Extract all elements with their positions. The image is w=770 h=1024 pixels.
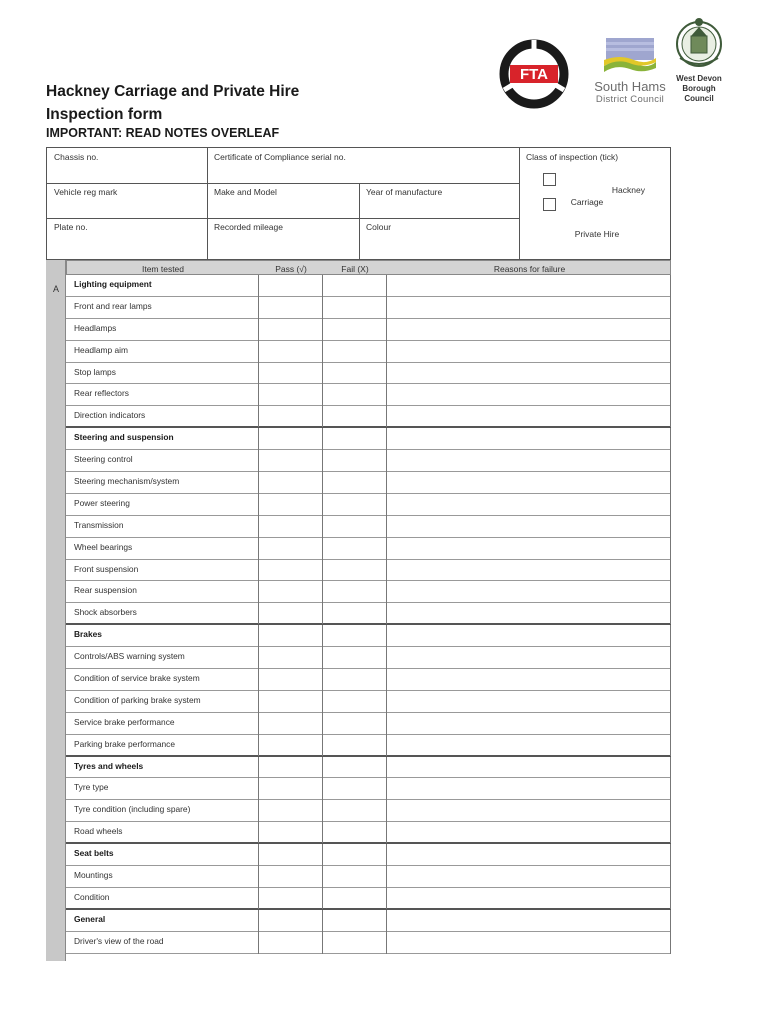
pass-cell[interactable] xyxy=(258,888,322,909)
table-row xyxy=(66,866,671,888)
make-model-label: Make and Model xyxy=(214,187,277,197)
reasons-cell[interactable] xyxy=(386,297,671,319)
item-label: Lighting equipment xyxy=(74,279,152,289)
class-label: Class of inspection (tick) xyxy=(526,152,619,162)
item-label: Direction indicators xyxy=(74,410,146,421)
fail-cell[interactable] xyxy=(322,778,386,800)
pass-cell[interactable] xyxy=(258,778,322,800)
plate-field[interactable] xyxy=(47,218,95,236)
reasons-cell[interactable] xyxy=(386,713,671,735)
fail-cell[interactable] xyxy=(322,319,386,341)
table-row xyxy=(66,581,671,603)
hackney-label-2: Carriage xyxy=(570,197,604,207)
item-label: Wheel bearings xyxy=(74,541,133,552)
certificate-label: Certificate of Compliance serial no. xyxy=(214,152,346,162)
south-hams-emblem-icon xyxy=(590,36,670,78)
fail-cell[interactable] xyxy=(322,341,386,363)
reasons-cell[interactable] xyxy=(386,363,671,385)
reasons-cell[interactable] xyxy=(386,319,671,341)
item-label: Mountings xyxy=(74,870,113,881)
pass-cell[interactable] xyxy=(258,319,322,341)
reasons-cell[interactable] xyxy=(386,757,671,779)
make-model-field[interactable] xyxy=(207,183,284,201)
reasons-cell[interactable] xyxy=(386,866,671,888)
reasons-cell[interactable] xyxy=(386,910,671,932)
west-devon-line-3: Council xyxy=(684,94,714,103)
table-row xyxy=(66,406,671,428)
pass-cell[interactable] xyxy=(258,494,322,516)
reasons-cell[interactable] xyxy=(386,472,671,494)
item-label: Front and rear lamps xyxy=(74,300,152,311)
col-pass: Pass (√) xyxy=(275,264,307,274)
fail-cell[interactable] xyxy=(322,888,386,909)
table-row xyxy=(66,822,671,844)
item-label: Condition xyxy=(74,891,110,902)
fail-cell[interactable] xyxy=(322,910,386,932)
table-row xyxy=(66,450,671,472)
pass-cell[interactable] xyxy=(258,932,322,954)
table-row xyxy=(66,888,671,910)
item-label: Parking brake performance xyxy=(74,738,176,749)
fail-cell[interactable] xyxy=(322,603,386,624)
table-row xyxy=(66,538,671,560)
reasons-cell[interactable] xyxy=(386,800,671,822)
item-label: Rear reflectors xyxy=(74,388,129,399)
fail-cell[interactable] xyxy=(322,669,386,691)
pass-cell[interactable] xyxy=(258,384,322,406)
fta-logo-icon xyxy=(498,38,570,110)
pass-cell[interactable] xyxy=(258,538,322,560)
pass-cell[interactable] xyxy=(258,581,322,603)
pass-cell[interactable] xyxy=(258,713,322,735)
reasons-cell[interactable] xyxy=(386,778,671,800)
table-header xyxy=(66,260,671,275)
item-label: Headlamp aim xyxy=(74,344,128,355)
item-label: Condition of service brake system xyxy=(74,673,200,684)
chassis-field[interactable] xyxy=(47,148,105,166)
pass-cell[interactable] xyxy=(258,406,322,427)
mileage-label: Recorded mileage xyxy=(214,222,283,232)
item-label: Power steering xyxy=(74,497,130,508)
reasons-cell[interactable] xyxy=(386,538,671,560)
table-row xyxy=(66,560,671,582)
chassis-label: Chassis no. xyxy=(54,152,99,162)
pass-cell[interactable] xyxy=(258,472,322,494)
item-label: Tyres and wheels xyxy=(74,760,144,771)
pass-cell[interactable] xyxy=(258,341,322,363)
fail-cell[interactable] xyxy=(322,275,386,297)
form-title xyxy=(46,80,299,126)
pass-cell[interactable] xyxy=(258,450,322,472)
fail-cell[interactable] xyxy=(322,822,386,843)
fail-cell[interactable] xyxy=(322,691,386,713)
fail-cell[interactable] xyxy=(322,494,386,516)
item-label: Service brake performance xyxy=(74,716,175,727)
fail-cell[interactable] xyxy=(322,800,386,822)
fail-cell[interactable] xyxy=(322,428,386,450)
pass-cell[interactable] xyxy=(258,297,322,319)
fail-cell[interactable] xyxy=(322,406,386,427)
section-header-row xyxy=(66,275,671,297)
pass-cell[interactable] xyxy=(258,669,322,691)
west-devon-crest-icon xyxy=(670,14,728,72)
south-hams-name: South Hams xyxy=(594,79,666,94)
reasons-cell[interactable] xyxy=(386,844,671,866)
reasons-cell[interactable] xyxy=(386,669,671,691)
class-field xyxy=(519,148,625,166)
col-fail: Fail (X) xyxy=(341,264,369,274)
table-row xyxy=(66,691,671,713)
fail-cell[interactable] xyxy=(322,560,386,582)
year-field[interactable] xyxy=(359,183,449,201)
table-row xyxy=(66,800,671,822)
reasons-cell[interactable] xyxy=(386,647,671,669)
pass-cell[interactable] xyxy=(258,844,322,866)
fta-logo xyxy=(498,38,570,110)
table-row xyxy=(66,713,671,735)
item-label: Steering control xyxy=(74,454,133,465)
pass-cell[interactable] xyxy=(258,275,322,297)
private-hire-option xyxy=(552,228,642,240)
private-hire-checkbox[interactable] xyxy=(543,198,556,211)
certificate-field[interactable] xyxy=(207,148,353,166)
item-label: Transmission xyxy=(74,519,124,530)
fail-cell[interactable] xyxy=(322,384,386,406)
fail-cell[interactable] xyxy=(322,866,386,888)
colour-field[interactable] xyxy=(359,218,398,236)
reasons-cell[interactable] xyxy=(386,275,671,297)
section-header-row xyxy=(66,844,671,866)
table-row xyxy=(66,472,671,494)
item-label: Brakes xyxy=(74,629,102,640)
col-item-tested: Item tested xyxy=(141,264,185,274)
table-row xyxy=(66,778,671,800)
inspection-table xyxy=(46,260,671,961)
title-line-2: Inspection form xyxy=(46,106,163,123)
fail-cell[interactable] xyxy=(322,516,386,538)
pass-cell[interactable] xyxy=(258,603,322,624)
table-row xyxy=(66,932,671,954)
table-row xyxy=(66,384,671,406)
plate-label: Plate no. xyxy=(54,222,88,232)
fail-cell[interactable] xyxy=(322,757,386,779)
pass-cell[interactable] xyxy=(258,822,322,843)
item-label: Road wheels xyxy=(74,826,123,837)
fail-cell[interactable] xyxy=(322,472,386,494)
hackney-option-2 xyxy=(562,196,612,208)
reasons-cell[interactable] xyxy=(386,603,671,624)
pass-cell[interactable] xyxy=(258,560,322,582)
item-label: Shock absorbers xyxy=(74,607,137,618)
item-label: Rear suspension xyxy=(74,585,137,596)
reasons-cell[interactable] xyxy=(386,450,671,472)
fail-cell[interactable] xyxy=(322,647,386,669)
pass-cell[interactable] xyxy=(258,647,322,669)
fta-logo-text: FTA xyxy=(519,66,549,83)
west-devon-line-1: West Devon xyxy=(676,74,722,83)
important-notice: IMPORTANT: READ NOTES OVERLEAF xyxy=(46,126,280,140)
fail-cell[interactable] xyxy=(322,538,386,560)
pass-cell[interactable] xyxy=(258,625,322,647)
private-hire-label: Private Hire xyxy=(574,229,620,239)
reasons-cell[interactable] xyxy=(386,691,671,713)
fail-cell[interactable] xyxy=(322,625,386,647)
section-sidebar xyxy=(46,260,66,961)
pass-cell[interactable] xyxy=(258,866,322,888)
item-label: Steering and suspension xyxy=(74,432,174,443)
item-label: Seat belts xyxy=(74,848,114,859)
item-label: Controls/ABS warning system xyxy=(74,651,185,662)
section-header-row xyxy=(66,910,671,932)
west-devon-text xyxy=(670,74,728,104)
reasons-cell[interactable] xyxy=(386,406,671,427)
item-label: Stop lamps xyxy=(74,366,116,377)
south-hams-subtitle: District Council xyxy=(595,94,665,105)
colour-label: Colour xyxy=(366,222,392,232)
vehicle-details-box xyxy=(46,147,671,260)
item-label: Front suspension xyxy=(74,563,139,574)
hackney-label-1: Hackney xyxy=(611,185,645,195)
pass-cell[interactable] xyxy=(258,516,322,538)
south-hams-logo xyxy=(590,36,670,106)
hackney-option xyxy=(562,184,672,196)
fail-cell[interactable] xyxy=(322,297,386,319)
reasons-cell[interactable] xyxy=(386,428,671,450)
col-reasons: Reasons for failure xyxy=(493,264,566,274)
year-label: Year of manufacture xyxy=(366,187,443,197)
fail-cell[interactable] xyxy=(322,844,386,866)
reasons-cell[interactable] xyxy=(386,822,671,843)
pass-cell[interactable] xyxy=(258,363,322,385)
fail-cell[interactable] xyxy=(322,932,386,954)
title-line-1: Hackney Carriage and Private Hire xyxy=(46,83,300,100)
mileage-field[interactable] xyxy=(207,218,290,236)
item-label: Tyre condition (including spare) xyxy=(74,804,191,815)
fail-cell[interactable] xyxy=(322,363,386,385)
table-row xyxy=(66,341,671,363)
table-body xyxy=(66,275,671,954)
reasons-cell[interactable] xyxy=(386,516,671,538)
item-label: Headlamps xyxy=(74,322,117,333)
table-row xyxy=(66,516,671,538)
reasons-cell[interactable] xyxy=(386,888,671,909)
table-row xyxy=(66,647,671,669)
table-row xyxy=(66,669,671,691)
table-row xyxy=(66,363,671,385)
fail-cell[interactable] xyxy=(322,713,386,735)
section-letter: A xyxy=(52,284,59,294)
item-label: Condition of parking brake system xyxy=(74,694,201,705)
pass-cell[interactable] xyxy=(258,428,322,450)
table-row xyxy=(66,735,671,757)
reasons-cell[interactable] xyxy=(386,735,671,756)
pass-cell[interactable] xyxy=(258,800,322,822)
reasons-cell[interactable] xyxy=(386,494,671,516)
hackney-checkbox[interactable] xyxy=(543,173,556,186)
vehicle-reg-field[interactable] xyxy=(47,183,124,201)
item-label: Driver's view of the road xyxy=(74,935,164,946)
section-header-row xyxy=(66,757,671,779)
pass-cell[interactable] xyxy=(258,691,322,713)
fail-cell[interactable] xyxy=(322,735,386,756)
pass-cell[interactable] xyxy=(258,735,322,756)
table-row xyxy=(66,297,671,319)
reasons-cell[interactable] xyxy=(386,581,671,603)
section-header-row xyxy=(66,625,671,647)
fail-cell[interactable] xyxy=(322,450,386,472)
item-label: Tyre type xyxy=(74,782,109,793)
item-label: Steering mechanism/system xyxy=(74,476,180,487)
pass-cell[interactable] xyxy=(258,910,322,932)
vehicle-reg-label: Vehicle reg mark xyxy=(54,187,118,197)
item-label: General xyxy=(74,913,106,924)
reasons-cell[interactable] xyxy=(386,932,671,954)
table-row xyxy=(66,494,671,516)
pass-cell[interactable] xyxy=(258,757,322,779)
reasons-cell[interactable] xyxy=(386,384,671,406)
table-row xyxy=(66,319,671,341)
west-devon-logo xyxy=(670,14,728,106)
reasons-cell[interactable] xyxy=(386,625,671,647)
west-devon-line-2: Borough xyxy=(682,84,716,93)
table-row xyxy=(66,603,671,625)
reasons-cell[interactable] xyxy=(386,341,671,363)
section-header-row xyxy=(66,428,671,450)
reasons-cell[interactable] xyxy=(386,560,671,582)
fail-cell[interactable] xyxy=(322,581,386,603)
